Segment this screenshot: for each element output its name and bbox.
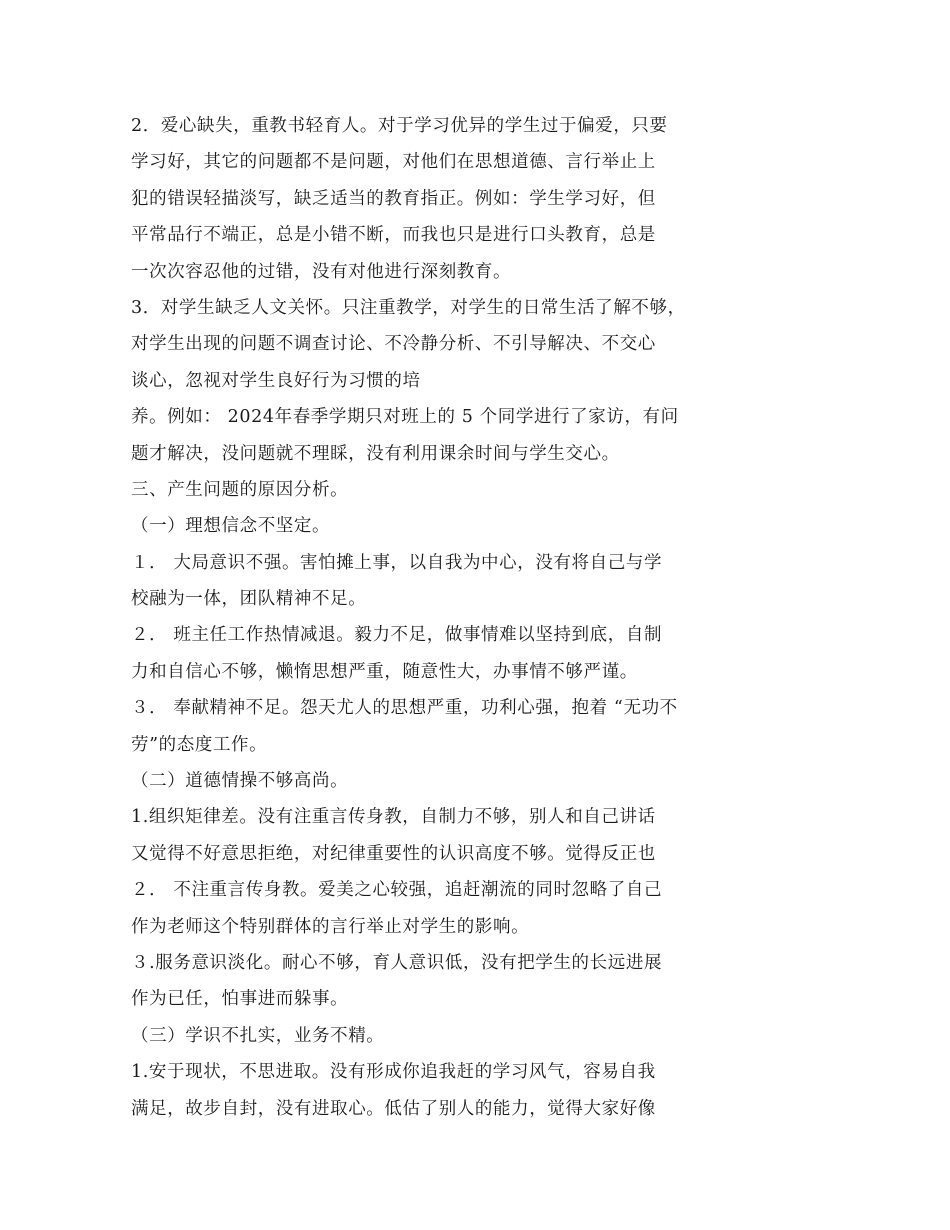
- text-line: 1.组织矩律差。没有注重言传身教，自制力不够，别人和自己讲话: [131, 807, 656, 828]
- text-line: 题才解决，没问题就不理睬，没有利用课余时间与学生交心。: [131, 443, 620, 464]
- text-line: 2．爱心缺失，重教书轻育人。对于学习优异的学生过于偏爱，只要: [131, 116, 668, 136]
- subsection-heading: （二）道德情操不够高尚。: [131, 771, 349, 792]
- text-line: ２． 不注重言传身教。爱美之心较强，追赶潮流的同时忽略了自己: [131, 880, 663, 901]
- text-line: 平常品行不端正，总是小错不断，而我也只是进行口头教育，总是: [131, 225, 656, 246]
- text-line: 又觉得不好意思拒绝，对纪律重要性的认识高度不够。觉得反正也: [131, 843, 656, 864]
- text-line: ３.服务意识淡化。耐心不够，育人意识低，没有把学生的长远进展: [131, 952, 663, 973]
- text-line: ２． 班主任工作热情减退。毅力不足，做事情难以坚持到底，自制: [131, 625, 663, 646]
- text-line: １． 大局意识不强。害怕摊上事，以自我为中心，没有将自己与学: [131, 552, 663, 573]
- section-heading: 三、产生问题的原因分析。: [131, 479, 349, 500]
- text-line: 力和自信心不够，懒惰思想严重，随意性大，办事情不够严谨。: [131, 661, 638, 682]
- text-line: 3．对学生缺乏人文关怀。只注重教学，对学生的日常生活了解不够，: [131, 297, 686, 318]
- text-line: 作为老师这个特别群体的言行举止对学生的影响。: [131, 916, 530, 937]
- text-line: 谈心，忽视对学生良好行为习惯的培: [131, 370, 421, 391]
- text-line: 养。例如： 2024年春季学期只对班上的 5 个同学进行了家访，有问: [131, 407, 679, 428]
- text-line: 对学生出现的问题不调查讨论、不冷静分析、不引导解决、不交心: [131, 334, 656, 355]
- text-line: 犯的错误轻描淡写，缺乏适当的教育指正。例如：学生学习好，但: [131, 188, 656, 209]
- text-line: 作为已任，怕事进而躲事。: [131, 989, 349, 1010]
- text-line: 校融为一体，团队精神不足。: [131, 589, 367, 610]
- text-line: ３． 奉献精神不足。怨天尤人的思想严重，功利心强，抱着 “无功不: [131, 698, 678, 719]
- subsection-heading: （一）理想信念不坚定。: [131, 516, 331, 537]
- text-line: 劳”的态度工作。: [131, 734, 268, 755]
- text-line: 1.安于现状，不思进取。没有形成你追我赶的学习风气，容易自我: [131, 1062, 656, 1083]
- subsection-heading: （三）学识不扎实，业务不精。: [131, 1025, 385, 1046]
- text-line: 学习好，其它的问题都不是问题，对他们在思想道德、言行举止上: [131, 152, 656, 173]
- text-line: 一次次容忍他的过错，没有对他进行深刻教育。: [131, 261, 512, 282]
- text-line: 满足，故步自封，没有进取心。低估了别人的能力，觉得大家好像: [131, 1098, 656, 1119]
- document-body: [131, 108, 831, 1127]
